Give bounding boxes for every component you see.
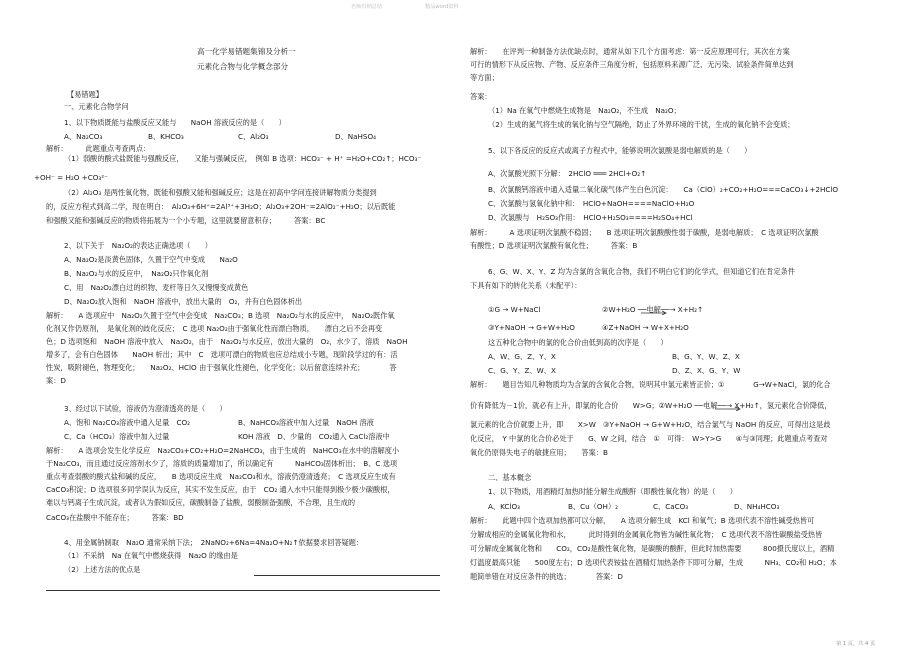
q2-option-d: D、Na₂O₂放入饱和 NaOH 溶液中，放出大量的 O₂，并有白色固体析出: [64, 297, 303, 306]
page-number: 第 1 页，共 4 页: [836, 641, 876, 647]
q6-option-d: D、Z、X、G、Y、W: [672, 366, 741, 375]
q3-option-c: C、Ca（HCO₃）溶液中加入过量: [64, 432, 170, 441]
q4-answer-line: [254, 575, 440, 576]
q7-option-d: D、NH₄HCO₃: [734, 502, 780, 511]
q6-question: 这五种化合物中的氯的化合价由低到高的次序是（ ）: [488, 338, 668, 347]
q6-option-c: C、G、Y、Z、W、X: [488, 366, 556, 375]
q7-option-b: B、Cu（OH）₂: [568, 502, 619, 511]
q5-analysis-2: 有酸性；D 选项证明次氯酸有氧化性； 答案：B: [470, 241, 638, 250]
r-analysis-3: 等方面；: [470, 73, 499, 82]
q1-option-c: C、Al₂O₃: [238, 132, 269, 141]
doc-subtitle: 元素化合物与化学概念部分: [197, 62, 289, 71]
q7-analysis-2: 分解成相应的金属氧化物和水， 此时得到的金属氧化物皆为碱性氧化物； C 选项代表不溶性碳酸盐受热皆: [470, 530, 823, 539]
header-source: 精品word资料: [425, 4, 459, 10]
q3-option-b: B、NaHCO₃溶液中加入过量 NaOH 溶液: [238, 418, 374, 427]
reaction-arrow-icon: [640, 307, 668, 315]
q1-option-b: B、KHCO₃: [148, 132, 184, 141]
r-answer-label: 答案：: [470, 92, 492, 101]
q2-option-a: A、Na₂O₂是淡黄色固体，久置于空气中变成 Na₂O: [64, 255, 238, 264]
q2-analysis-4: 增多了，会有白色固体 NaOH 析出；其中 C 选项可漂白的物质也应总结成小专题，现阶段学过的有：活: [46, 350, 398, 359]
q7-option-c: C、CaCO₃: [653, 502, 689, 511]
q3-analysis-4: CaCO₃积淀；D 选项很多同学误认为反应，其实不发生反应，由于 CO₂ 通入水中只能得到极少极少碳酸根，: [46, 485, 395, 494]
q7-analysis-1: 解析： 此题中四个选项加热都可以分解， A 选项分解生成 KCl 和氧气；B 选项代表不溶性碱受热皆可: [470, 516, 815, 525]
q4-sub-2: （2）上述方法的优点是: [64, 565, 141, 574]
q7-analysis-3: 可分解成金属氧化物和 CO₂，CO₂是酸性氧化物，是碳酸的酸酐，但此时加热需要 800摄氏度以上，酒精: [470, 544, 835, 553]
q7-stem: 1、以下物质，用酒精灯加热时能分解生成酸酐（即酸性氧化物）的是（ ）: [488, 487, 737, 496]
r-analysis-2: 可行的情形下从反应物、产物、反应条件三角度分析，包括原料来源广泛、无污染、试验条件简单达到: [470, 60, 794, 69]
q2-option-b: B、Na₂O₂与水的反应中， Na₂O₂只作氧化剂: [64, 269, 209, 278]
q1-analysis-4: （2）Al₂O₃ 是两性氧化物，既能和强酸又能和强碱反应；这是在初高中学问连接讲解物质分类提到: [64, 188, 377, 197]
q3-analysis-6: CaCO₃在盐酸中不能存在； 答案：BD: [46, 513, 184, 522]
header-notice: 名师归纳总结: [351, 4, 383, 10]
q3-analysis-3: 重点考查弱酸的酸式盐和碱的反应， B 选项反应生成 Na₂CO₃和水，溶液仍澄清透亮； C 选项反应生成有: [46, 472, 396, 481]
reaction-arrow-icon: [714, 403, 742, 411]
q7-analysis-5: 题简单错在对反应条件的挑选； 答案：D: [470, 572, 623, 581]
q2-analysis-3: 色；D 选项饱和 NaOH 溶液中放入 Na₂O₂，由于 Na₂O₂与水反应，放出大量的 O₂，水少了，溶质 NaOH: [46, 337, 408, 346]
q3-option-a: A、饱和 Na₂CO₃溶液中通入足量 CO₂: [64, 418, 191, 427]
q6-stem: 6、G、W、X、Y、Z 均为含氯的含氧化合物，我们不明白它们的化学式，但知道它们在肯定条件: [488, 267, 795, 276]
r-analysis-1: 解析： 在评判一种制备方法优缺点时，通常从如下几个方面考虑：第一反应原理可行，其次在方案: [470, 47, 790, 56]
q6-analysis-2: 价有降低为－1价，就必有上升，即氯的化合价 W>G；②W+H₂O ──电解──→ X+H₂↑，氢元素化合价降低，: [470, 401, 832, 410]
q7-option-a: A、KClO₃: [488, 502, 520, 511]
part2-heading: 二、基本概念: [488, 473, 532, 482]
q5-option-d: D、次氯酸与 H₂SO₃作用： HClO+H₂SO₃====H₂SO₄+HCl: [488, 213, 693, 222]
q3-option-d: KOH 溶液 D、少量的 CO₂通入 CaCl₂溶液中: [238, 432, 390, 441]
r-answer-2: （2）生成的氮气将生成的氧化钠与空气隔绝，防止了外界环境的干扰，生成的氧化钠不会变质；: [488, 120, 795, 129]
q3-analysis-5: 难以与钙离子生成沉淀，或者认为假如反应，碳酸制备了盐酸，弱酸制备强酸，不合理，且生成的: [46, 498, 356, 507]
q6-reaction-3: ③Y+NaOH → G+W+H₂O: [488, 323, 575, 332]
q6-reaction-2: ②W+H₂O ──电解──→ X+H₂↑: [602, 305, 704, 314]
subsection-heading: 一、元素化合物学问: [64, 102, 129, 111]
q3-stem: 3、经过以下试验，溶液仍为澄清透亮的是（ ）: [64, 404, 227, 413]
q6-analysis-5: 氧化仍原得失电子的敏捷应用； 答案：B: [470, 448, 608, 457]
q1-analysis-5: 的，反应方程式到高二学，现在明白： Al₂O₃+6H⁺=2Al³⁺+3H₂O；Al₂O₃+2OH⁻=2AlO₂⁻+H₂O；以后既能: [46, 202, 396, 211]
q5-option-c: C、次氯酸与氢氧化钠中和： HClO+NaOH====NaClO+H₂O: [488, 199, 695, 208]
q3-analysis-2: 于Na₂CO₃，而且通过反应溶剂水少了，溶质的质量增加了，所以确定有 NaHCO₃固体析出； B、C 选项: [46, 459, 398, 468]
q6-stem-2: 下具有如下的转化关系（未配平）：: [470, 281, 582, 290]
q2-option-c: C、用 Na₂O₂漂白过的织物、麦杆等日久又慢慢变成黄色: [64, 283, 249, 292]
q5-option-b: B、次氯酸钙溶液中通入适量二氧化碳气体产生白色沉淀： Ca（ClO）₂+CO₂+H₂O===CaCO₃↓+2HClO: [488, 185, 839, 194]
q6-analysis-3: 氯元素的化合价就要上升，即 X>W ③Y+NaOH → G+W+H₂O，结合氯气与 NaOH 的反应，可得出这是歧: [470, 420, 831, 429]
q5-option-a: A、次氯酸光照下分解： 2HClO ═══ 2HCl+O₂↑: [488, 169, 647, 178]
q4-sub-1: （1）不采纳 Na 在氧气中燃烧获得 Na₂O 的缘由是: [64, 551, 238, 560]
q4-stem: 4、用金属钠制取 Na₂O 通常采纳下法； 2NaNO₂+6Na=4Na₂O+N₂↑依据要求回答疑题：: [64, 538, 364, 547]
r-answer-1: （1）Na 在氧气中燃烧生成物是 Na₂O₂，不生成 Na₂O；: [488, 106, 681, 115]
q3-analysis-1: 解析： A 选项会发生化学反应 Na₂CO₃+CO₂+H₂O=2NaHCO₃，由于生成的 NaHCO₃在水中的溶解度小: [46, 446, 400, 455]
q6-option-b: B、G、Y、W、Z、X: [672, 352, 740, 361]
q1-option-a: A、Na₂CO₃: [64, 132, 103, 141]
q1-analysis-2: （1）弱酸的酸式盐既能与强酸反应， 又能与强碱反应， 例如 B 选项：HCO₃⁻ + H⁺ =H₂O+CO₂↑；HCO₃⁻: [64, 154, 422, 163]
doc-title: 高一化学易错题集锦及分析一: [197, 47, 296, 56]
q1-analysis-3: +OH⁻ = H₂O +CO₃²⁻: [34, 173, 108, 182]
q6-analysis-1: 解析： 题目告知几种物质均为含氯的含氧化合物，说明其中氯元素皆正价；① G→W+NaCl，氯的化合: [470, 380, 831, 389]
q2-analysis-6: 案：D: [46, 376, 66, 385]
q2-analysis-2: 化剂又作仍原剂， 是氧化剂的歧化反应； C 选项 Na₂O₂由于强氧化性而漂白物质， 漂白之后不会再变: [46, 324, 383, 333]
q1-stem: 1、以下物质既能与盐酸反应又能与 NaOH 溶液反应的是（ ）: [64, 118, 286, 127]
q1-option-d: D、NaHSO₄: [335, 132, 377, 141]
q6-option-a: A、W、G、Z、Y、X: [488, 352, 556, 361]
section-heading: 【易错题】: [67, 90, 103, 99]
q6-reaction-4: ④Z+NaOH → W+X+H₂O: [602, 323, 689, 332]
q5-stem: 5、以下各反应的反应式或离子方程式中，能够说明次氯酸是弱电解质的是（ ）: [488, 146, 752, 155]
q1-analysis-1: 解析： 此题重点考查两点：: [46, 144, 151, 153]
q6-analysis-4: 化反应， Y 中氯的化合价必处于 G、W 之间，结合 ① 可得： W>Y>G ④与③同理；此题重点考查对: [470, 434, 828, 443]
q5-analysis-1: 解析： A 选项证明次氯酸不稳固； B 选项证明次氯酸酸性弱于碳酸，是弱电解质； C 选项证明次氯酸: [470, 228, 819, 237]
q4-answer-line-2: [46, 590, 440, 591]
q2-stem: 2、以下关于 Na₂O₂的表达正确选项（ ）: [64, 241, 212, 250]
q7-analysis-4: 灯温度最高只能 500度左右；D 选项代表铵盐在酒精灯加热条件下即可分解，生成 NH₃、CO₂和 H₂O；本: [470, 558, 837, 567]
q6-reaction-1: ①G → W+NaCl: [488, 305, 541, 314]
q2-analysis-1: 解析： A 选项应中 Na₂O₂久置于空气中会变成 Na₂CO₃；B 选项 Na₂O₂与水的反应中， Na₂O₂既作氧: [46, 311, 395, 320]
q2-analysis-5: 性炭，吸附褪色，物理变化； Na₂O₂、HClO 由于强氧化性褪色，化学变化；以后留意连续补充； 答: [46, 363, 397, 372]
q1-analysis-6: 和强酸又能和强碱反应的物质将拓展为一个小专题，这里就要留意积存； 答案：BC: [46, 216, 326, 225]
